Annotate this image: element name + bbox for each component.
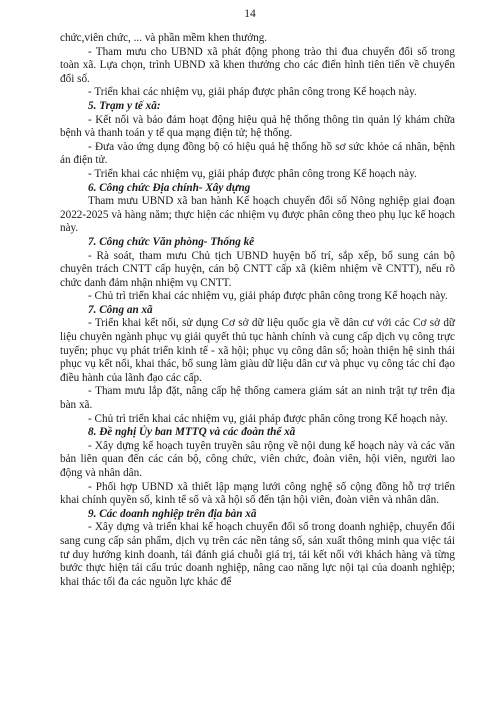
body-paragraph: - Triển khai các nhiệm vụ, giải pháp được phân công trong Kế hoạch này. [88,167,417,180]
body-paragraph: Tham mưu UBND xã ban hành Kế hoạch chuyển đổi số Nông nghiệp giai đoạn 2022-2025 và hàng năm; thực hiện các nhiệm vụ được phân công theo phụ lục kế hoạch này. [60,195,455,235]
section-heading: 9. Các doanh nghiệp trên địa bàn xã [88,507,257,520]
body-paragraph: - Kết nối và bảo đảm hoạt động hiệu quả hệ thống thông tin quản lý khám chữa bệnh và thanh toán y tế qua mạng điện tử; hệ thống. [60,113,455,140]
body-paragraph: - Triển khai các nhiệm vụ, giải pháp được phân công trong Kế hoạch này. [88,86,417,99]
body-paragraph: - Xây dựng và triển khai kế hoạch chuyển đổi số trong doanh nghiệp, chuyển đổi sang cung cấp sản phẩm, dịch vụ trên các nền tảng số, sản xuất thông minh qua việc tái tư duy hướng kinh doanh, tái đánh giá chuỗi giá trị, tái kết nối với khách hàng và từng bước thực hiện tái cấu trúc doanh nghiệp, nâng cao năng lực nội tại của doanh nghiệp; khai thác tối đa các nguồn lực khác để [60,521,455,588]
body-paragraph: - Phối hợp UBND xã thiết lập mạng lưới công nghệ số cộng đồng hỗ trợ triển khai chính quyền số, kinh tế số và xã hội số đến tận hội viên, đoàn viên và nhân dân. [60,480,455,507]
body-paragraph: - Xây dựng kế hoạch tuyên truyền sâu rộng về nội dung kế hoạch này và các văn bản liên quan đến các cán bộ, công chức, viên chức, đoàn viên, hội viên, người lao động và nhân dân. [60,439,455,479]
document-body [60,32,455,589]
section-heading: 5. Trạm y tế xã: [88,99,161,112]
body-paragraph: - Đưa vào ứng dụng đồng bộ có hiệu quả hệ thống hồ sơ sức khỏe cá nhân, bệnh án điện tử. [60,140,455,167]
section-heading: 7. Công an xã [88,303,153,316]
body-paragraph: - Chủ trì triển khai các nhiệm vụ, giải pháp được phân công trong Kế hoạch này. [88,412,448,425]
body-paragraph: chức,viên chức, ... và phần mềm khen thưởng. [60,32,268,44]
body-paragraph: - Tham mưu cho UBND xã phát động phong trào thi đua chuyển đổi số trong toàn xã. Lựa chọn, trình UBND xã khen thưởng cho các điển hình tiên tiến về chuyển đổi số. [60,45,455,85]
section-heading: 8. Đề nghị Ủy ban MTTQ và các đoàn thể xã [88,426,296,439]
page-number: 14 [244,8,256,20]
section-heading: 6. Công chức Địa chính- Xây dựng [88,181,251,194]
body-paragraph: - Triển khai kết nối, sử dụng Cơ sở dữ liệu quốc gia về dân cư với các Cơ sở dữ liệu chuyên ngành phục vụ giải quyết thủ tục hành chính và cung cấp dịch vụ công trực tuyến; phục vụ phát triển kinh tế - xã hội; phục vụ công dân số; hoàn thiện hệ sinh thái phục vụ kết nối, khai thác, bổ sung làm giàu dữ liệu dân cư và phục vụ công tác chỉ đạo điều hành của lãnh đạo các cấp. [60,317,455,384]
section-heading: 7. Công chức Văn phòng- Thống kê [88,235,255,248]
body-paragraph: - Tham mưu lắp đặt, nâng cấp hệ thống camera giám sát an ninh trật tự trên địa bàn xã. [60,385,455,412]
body-paragraph: - Chủ trì triển khai các nhiệm vụ, giải pháp được phân công trong Kế hoạch này. [88,290,448,303]
body-paragraph: - Rà soát, tham mưu Chủ tịch UBND huyện bố trí, sắp xếp, bổ sung cán bộ chuyên trách CNTT cấp huyện, cán bộ CNTT cấp xã (kiêm nhiệm về CNTT), nếu rõ chức danh đảm nhận nhiệm vụ CNTT. [60,249,455,289]
